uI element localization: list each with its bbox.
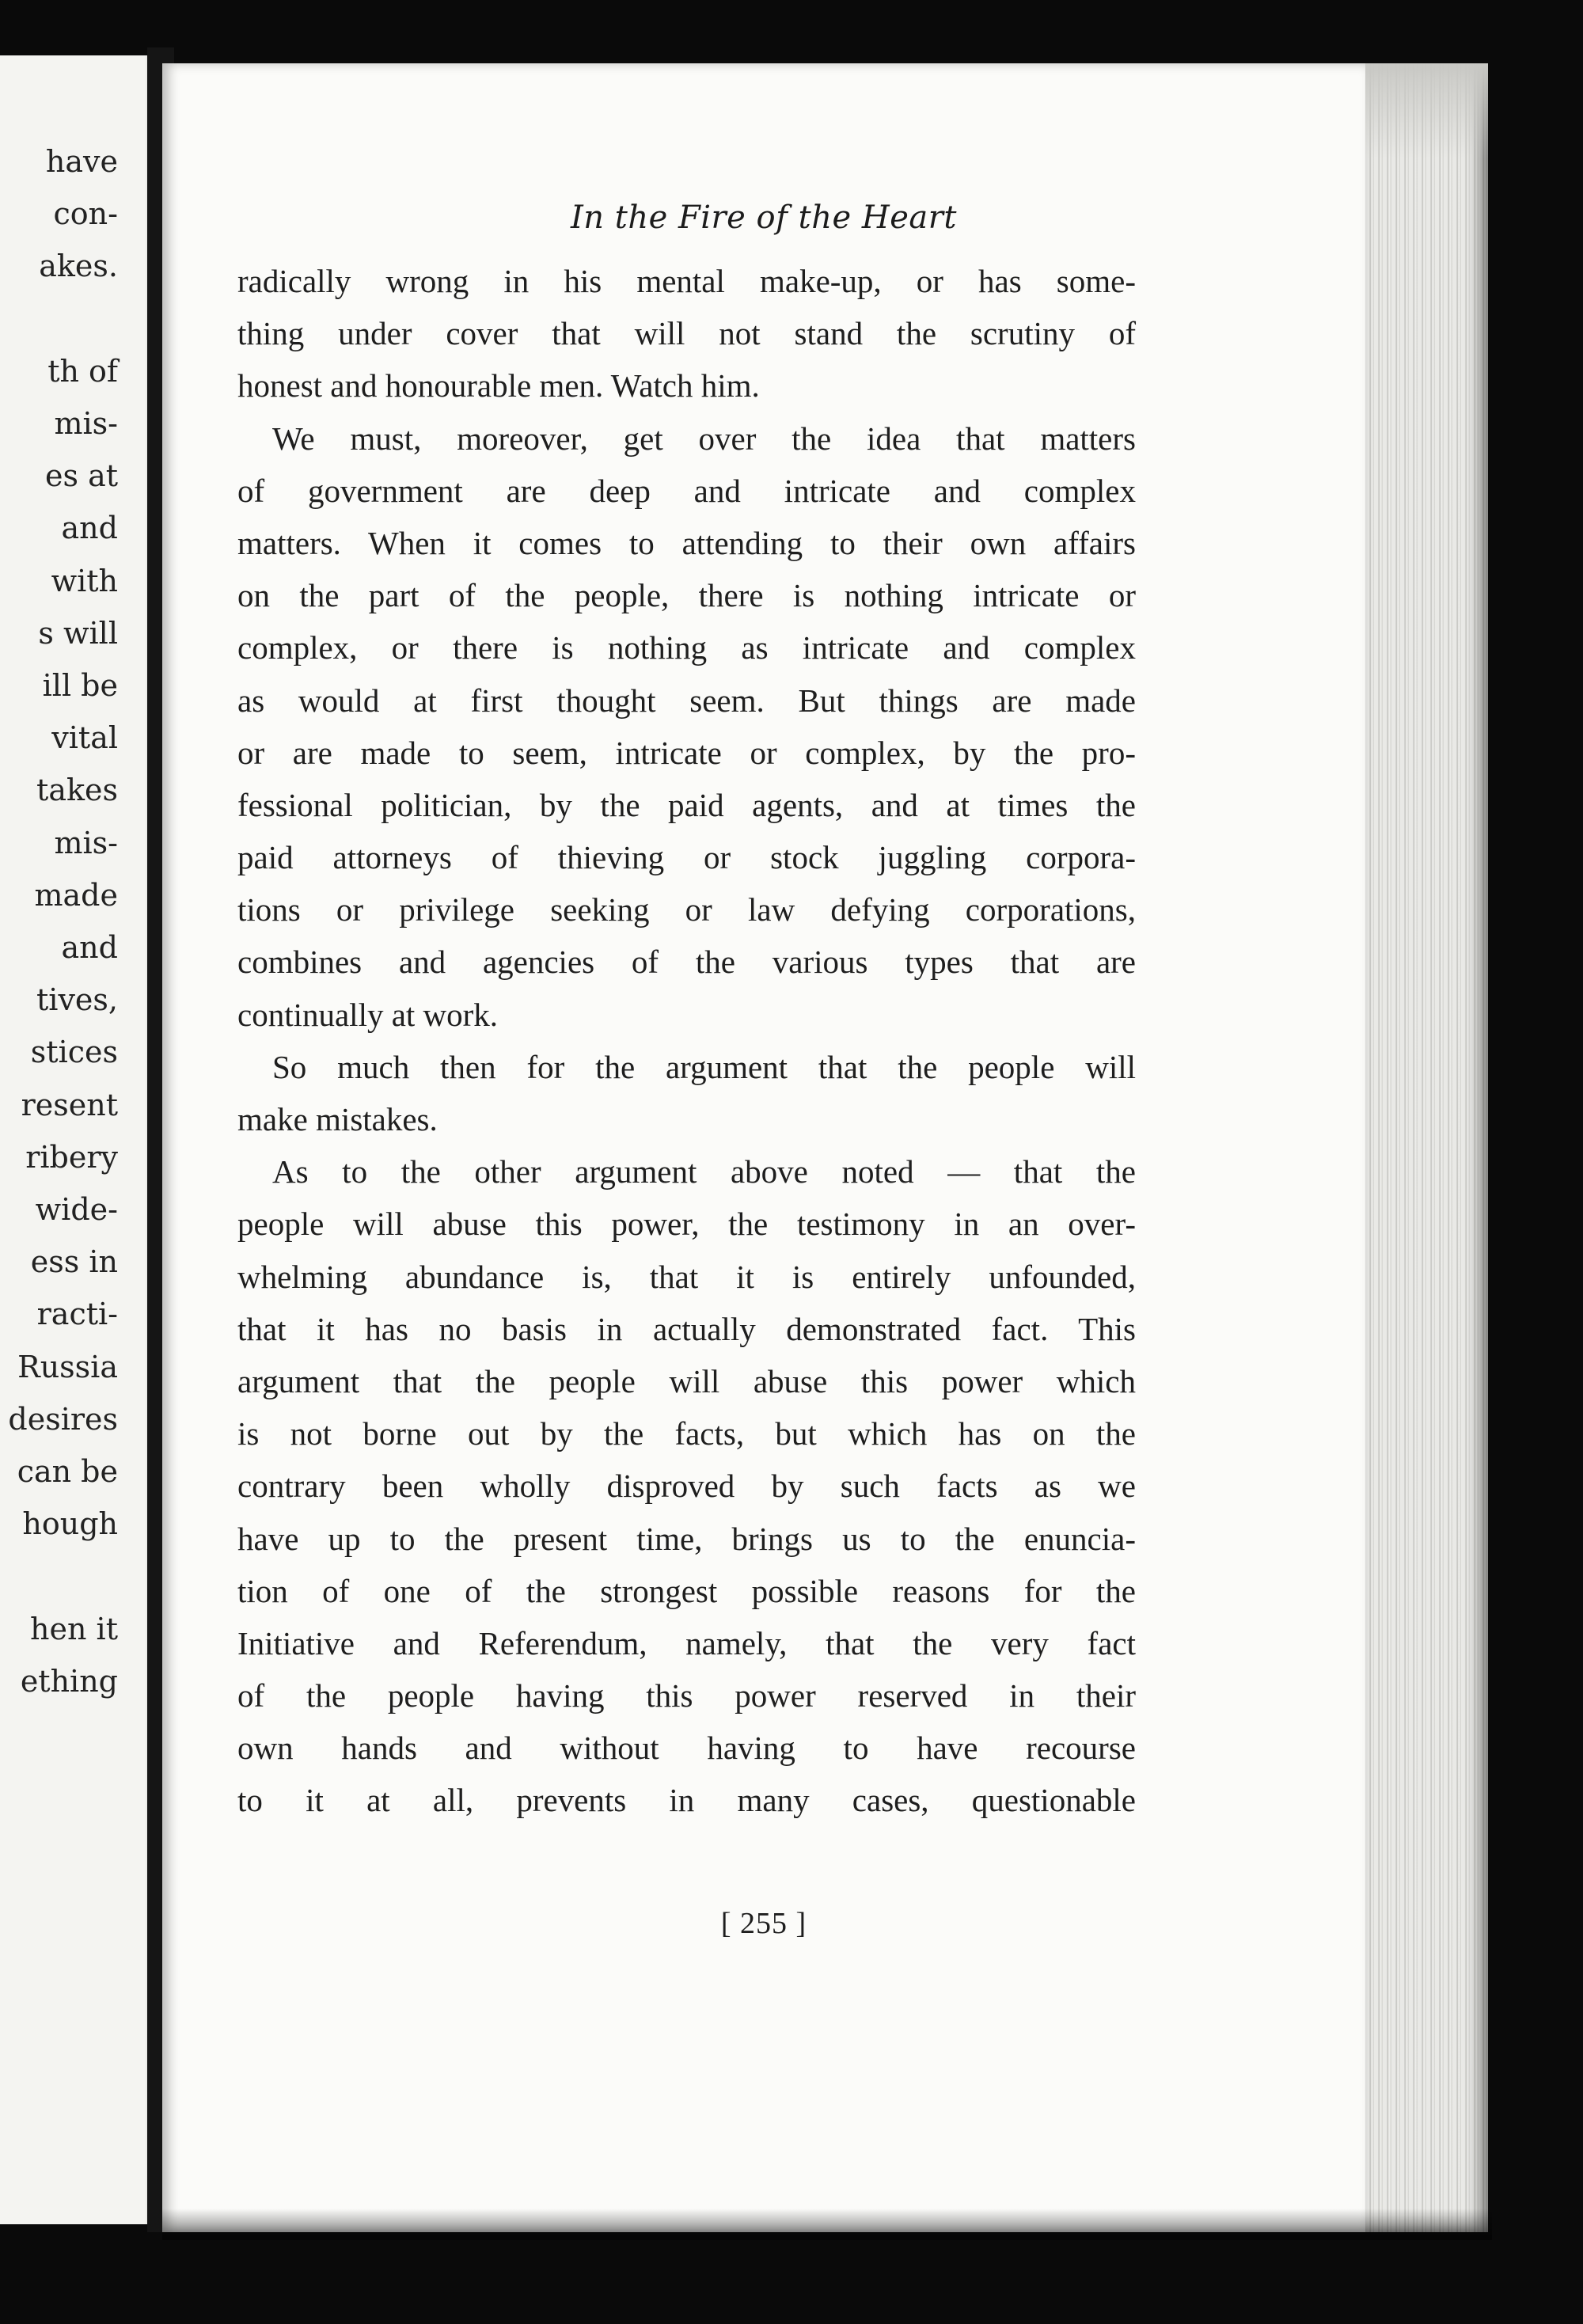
bottom-shadow <box>162 2208 1492 2240</box>
left-page-line: made <box>34 877 118 913</box>
text-line: combines and agencies of the various types that are <box>237 944 1136 981</box>
text-line: argument that the people will abuse this power which <box>237 1362 1136 1399</box>
left-page-line: Russia <box>17 1349 118 1384</box>
left-page-line: have <box>45 144 118 179</box>
text-line: contrary been wholly disproved by such facts as we <box>237 1468 1136 1505</box>
text-line: fessional politician, by the paid agents, and at times the <box>237 786 1136 823</box>
left-page-line: ething <box>20 1663 118 1699</box>
text-line: Initiative and Referendum, namely, that the very fact <box>237 1624 1136 1661</box>
text-line: complex, or there is nothing as intricate and complex <box>237 629 1136 666</box>
left-page-line: mis- <box>54 406 118 441</box>
text-line: of the people having this power reserved in their <box>237 1677 1136 1715</box>
text-line: is not borne out by the facts, but which has on the <box>237 1415 1136 1452</box>
left-page-line: wide- <box>35 1192 118 1227</box>
left-page-line: ribery <box>25 1139 118 1175</box>
left-page-line: racti- <box>36 1297 118 1332</box>
text-line: radically wrong in his mental make-up, or has some- <box>237 263 1136 299</box>
book-page <box>162 63 1365 2232</box>
left-page-line: and <box>61 511 118 546</box>
text-line: As to the other argument above noted — that the <box>272 1153 1136 1190</box>
left-page-line: akes. <box>39 249 118 284</box>
text-line: whelming abundance is, that it is entirely unfounded, <box>237 1258 1136 1295</box>
text-line: matters. When it comes to attending to their own affairs <box>237 524 1136 561</box>
text-line: have up to the present time, brings us to the enuncia- <box>237 1520 1136 1557</box>
text-line: on the part of the people, there is nothing intricate or <box>237 577 1136 614</box>
left-page-line: stices <box>30 1035 118 1070</box>
left-page-line: es at <box>45 458 118 494</box>
left-page-line: hen it <box>30 1611 118 1646</box>
text-line: thing under cover that will not stand the scrutiny of <box>237 315 1136 352</box>
text-line: So much then for the argument that the people will <box>272 1048 1136 1085</box>
text-line: as would at first thought seem. But things are made <box>237 682 1136 719</box>
text-line: that it has no basis in actually demonstrated fact. This <box>237 1310 1136 1347</box>
text-line: make mistakes. <box>237 1101 438 1137</box>
left-page-line: mis- <box>54 825 118 860</box>
text-line: own hands and without having to have recourse <box>237 1730 1136 1767</box>
left-page-line: with <box>51 563 118 598</box>
text-line: of government are deep and intricate and complex <box>237 472 1136 509</box>
page-number: [ 255 ] <box>720 1907 807 1940</box>
left-page-line: and <box>61 930 118 965</box>
body-text <box>237 255 1136 1827</box>
left-page-line: vital <box>51 720 118 756</box>
page-edge-stack <box>1365 63 1488 2232</box>
text-line: people will abuse this power, the testimony in an over- <box>237 1206 1136 1243</box>
text-line: We must, moreover, get over the idea that matters <box>272 420 1136 457</box>
text-line: or are made to seem, intricate or complex, by the pro- <box>237 734 1136 771</box>
left-page-fragment <box>0 55 162 2224</box>
left-page-line: ess in <box>30 1244 118 1280</box>
left-page-line: takes <box>36 773 118 808</box>
left-page-line: tives, <box>36 982 118 1018</box>
left-page-line: resent <box>21 1087 118 1122</box>
left-page-line: ill be <box>42 668 118 703</box>
text-line: honest and honourable men. Watch him. <box>237 367 760 404</box>
text-line: continually at work. <box>237 996 499 1033</box>
text-line: to it at all, prevents in many cases, questionable <box>237 1782 1136 1819</box>
running-head: In the Fire of the Heart <box>571 199 957 236</box>
left-page-line: s will <box>38 615 118 651</box>
text-line: tions or privilege seeking or law defying corporations, <box>237 891 1136 928</box>
left-page-line: th of <box>47 353 118 389</box>
text-line: paid attorneys of thieving or stock juggling corpora- <box>237 839 1136 876</box>
left-page-line: hough <box>22 1506 118 1542</box>
left-page-line: con- <box>53 196 118 232</box>
left-page-line: can be <box>17 1454 118 1489</box>
page-edge-shading <box>1365 63 1488 158</box>
text-line: tion of one of the strongest possible reasons for the <box>237 1572 1136 1609</box>
left-page-line: desires <box>8 1401 118 1437</box>
